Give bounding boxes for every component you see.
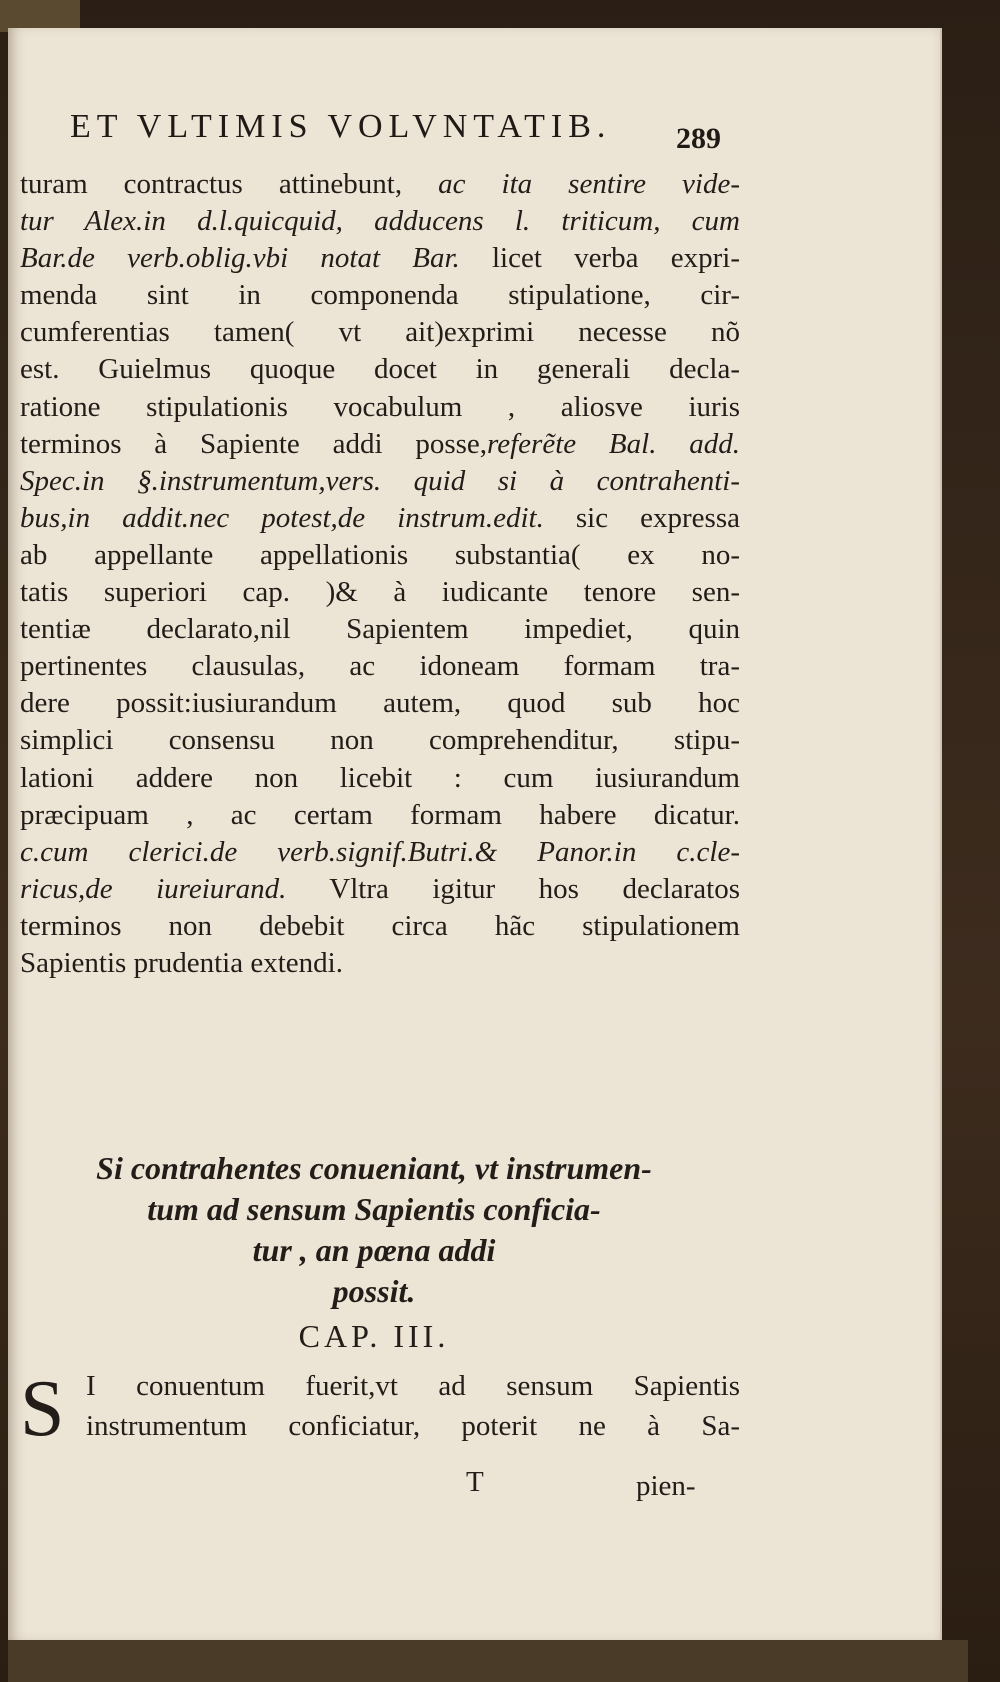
text-run: ab appellante appellationis substantia( ex no- bbox=[20, 538, 740, 571]
chapter-heading bbox=[34, 1148, 714, 1312]
text-line bbox=[20, 166, 740, 203]
chapter-opening bbox=[20, 1365, 740, 1453]
citation-italic: ac ita sentire vide- bbox=[438, 168, 740, 200]
opening-line: I conuentum fuerit,vt ad sensum Sapientis bbox=[86, 1370, 740, 1402]
page-number: 289 bbox=[676, 122, 721, 155]
text-run: dere possit:iusiurandum autem, quod sub hoc bbox=[20, 687, 740, 720]
text-run: menda sint in componenda stipulatione, cir- bbox=[20, 279, 740, 312]
citation-italic: tur Alex.in d.l.quicquid, adducens l. triticum, cum bbox=[20, 205, 740, 238]
text-line bbox=[20, 314, 740, 351]
text-run: licet verba expri- bbox=[459, 242, 740, 275]
catchword: pien- bbox=[636, 1470, 696, 1502]
chapter-heading-line: tur , an pœna addi bbox=[252, 1232, 496, 1268]
text-line bbox=[20, 685, 740, 722]
text-run: terminos à Sapiente addi posse, bbox=[20, 427, 488, 460]
text-run: ratione stipulationis vocabulum , aliosve iuris bbox=[20, 390, 740, 423]
text-run: Sapientis prudentia extendi. bbox=[20, 946, 343, 979]
chapter-heading-line: tum ad sensum Sapientis conficia- bbox=[147, 1191, 601, 1227]
signature-mark: T bbox=[466, 1466, 484, 1498]
text-run: tentiæ declarato,nil Sapientem impediet, quin bbox=[20, 613, 740, 646]
text-run: simplici consensu non comprehenditur, stipu- bbox=[20, 724, 740, 757]
text-run: terminos non debebit circa hãc stipulationem bbox=[20, 909, 740, 942]
text-line bbox=[20, 722, 740, 759]
text-run: lationi addere non licebit : cum iusiurandum bbox=[20, 761, 740, 794]
text-line bbox=[20, 908, 740, 945]
text-line bbox=[20, 240, 740, 277]
text-run: pertinentes clausulas, ac idoneam formam tra- bbox=[20, 650, 740, 683]
chapter-heading-line: possit. bbox=[332, 1273, 416, 1309]
text-line bbox=[20, 834, 740, 871]
scan-edge bbox=[8, 1640, 968, 1682]
text-line bbox=[20, 389, 740, 426]
text-line bbox=[20, 500, 740, 537]
text-run: cumferentias tamen( vt ait)exprimi necesse nõ bbox=[20, 316, 740, 349]
opening-line: instrumentum conficiatur, poterit ne à Sa- bbox=[86, 1410, 740, 1442]
running-head-title: ET VLTIMIS VOLVNTATIB. bbox=[70, 108, 612, 145]
citation-italic: c.cum clerici.de verb.signif.Butri.& Panor.in c.cle- bbox=[20, 835, 740, 868]
text-line bbox=[20, 574, 740, 611]
citation-italic: bus,in addit.nec potest,de instrum.edit. bbox=[20, 501, 544, 534]
text-line bbox=[20, 797, 740, 834]
text-line bbox=[20, 277, 740, 314]
citation-italic: ricus,de iureiurand. bbox=[20, 872, 287, 905]
text-run: sic expressa bbox=[543, 501, 740, 534]
text-line bbox=[20, 648, 740, 685]
text-line bbox=[20, 426, 740, 463]
text-line bbox=[20, 203, 740, 240]
chapter-heading-line: Si contrahentes conueniant, vt instrumen- bbox=[96, 1150, 652, 1186]
citation-italic: Bar.de verb.oblig.vbi notat Bar. bbox=[20, 242, 460, 275]
text-line bbox=[20, 463, 740, 500]
text-line bbox=[20, 611, 740, 648]
body-text bbox=[20, 166, 740, 982]
text-run: tatis superiori cap. )& à iudicante tenore sen- bbox=[20, 576, 740, 609]
chapter-number: CAP. III. bbox=[298, 1318, 450, 1354]
text-line bbox=[20, 760, 740, 797]
text-line bbox=[20, 871, 740, 908]
text-run: turam contractus attinebunt, bbox=[20, 168, 439, 200]
text-run: præcipuam , ac certam formam habere dicatur. bbox=[20, 798, 740, 831]
drop-cap: S bbox=[20, 1365, 65, 1453]
text-run: Vltra igitur hos declaratos bbox=[286, 872, 740, 905]
citation-italic: referẽte Bal. add. bbox=[487, 427, 740, 460]
text-line bbox=[20, 537, 740, 574]
text-run: est. Guielmus quoque docet in generali decla- bbox=[20, 353, 740, 386]
citation-italic: Spec.in §.instrumentum,vers. quid si à contrahenti- bbox=[20, 464, 740, 497]
text-line bbox=[20, 351, 740, 388]
text-line bbox=[20, 945, 740, 982]
